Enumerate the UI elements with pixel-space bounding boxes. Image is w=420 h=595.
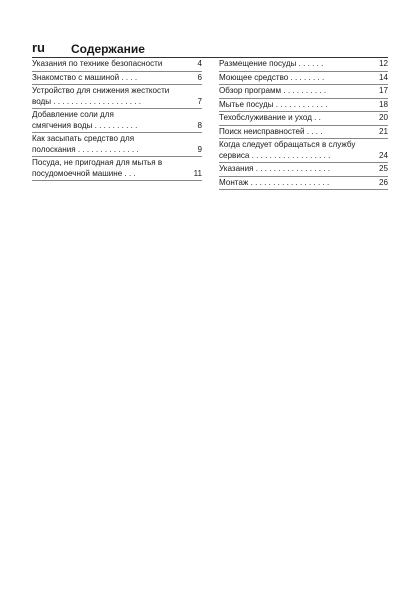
toc-entry-text: Моющее средство . . . . . . . . — [219, 72, 325, 82]
toc-page-number: 24 — [378, 150, 388, 160]
toc-entry[interactable] — [219, 112, 388, 126]
toc-entry-text: Размещение посуды . . . . . . — [219, 59, 324, 68]
toc-page-number: 21 — [378, 126, 388, 136]
toc-page-number: 8 — [197, 120, 202, 130]
toc-page-number: 17 — [378, 86, 388, 95]
toc-entry[interactable] — [219, 99, 388, 113]
toc-entry[interactable] — [32, 58, 202, 72]
toc-entry-text: Указания . . . . . . . . . . . . . . . . . — [219, 164, 330, 173]
toc-entry[interactable] — [219, 58, 388, 72]
toc-right-column — [219, 58, 388, 190]
toc-entry[interactable] — [32, 109, 202, 133]
toc-entry[interactable] — [32, 157, 202, 181]
toc-entry-text: Указания по технике безопасности — [32, 59, 163, 68]
toc-entry[interactable] — [219, 72, 388, 86]
toc-entry[interactable] — [219, 139, 388, 163]
toc-entry[interactable] — [32, 85, 202, 109]
toc-entry[interactable] — [219, 126, 388, 140]
toc-entry-text: Техобслуживание и уход . . — [219, 113, 321, 122]
toc-entry-text: полоскания . . . . . . . . . . . . . . — [32, 144, 139, 154]
toc-page-number: 14 — [378, 72, 388, 82]
toc-entry[interactable] — [219, 85, 388, 99]
toc-page-number: 20 — [378, 113, 388, 122]
toc-page-number: 7 — [197, 96, 202, 106]
toc-entry-text: воды . . . . . . . . . . . . . . . . . . . . — [32, 96, 142, 106]
toc-entry-text: Устройство для снижения жесткости — [32, 86, 170, 95]
toc-entry-text: Знакомство с машиной . . . . — [32, 72, 138, 82]
toc-entry[interactable] — [32, 72, 202, 86]
page-title: Содержание — [71, 42, 145, 56]
toc-page-number: 12 — [378, 59, 388, 68]
toc-header — [32, 40, 392, 58]
language-code: ru — [32, 40, 45, 55]
toc-entry-text: сервиса . . . . . . . . . . . . . . . . . . — [219, 150, 331, 160]
toc-entry[interactable] — [32, 133, 202, 157]
toc-entry-text: Добавление соли для — [32, 110, 114, 119]
toc-entry-text: Посуда, не пригодная для мытья в — [32, 158, 163, 167]
toc-page-number: 11 — [193, 168, 202, 178]
toc-left-column — [32, 58, 202, 181]
toc-entry[interactable] — [219, 163, 388, 177]
toc-page-number: 25 — [378, 164, 388, 173]
toc-entry-text: Монтаж . . . . . . . . . . . . . . . . . . — [219, 177, 330, 187]
toc-entry-text: Обзор программ . . . . . . . . . . — [219, 86, 327, 95]
toc-page-number: 6 — [197, 72, 202, 82]
toc-page-number: 9 — [197, 144, 202, 154]
toc-entry-text: смягчения воды . . . . . . . . . . — [32, 120, 138, 130]
toc-entry[interactable] — [219, 177, 388, 191]
toc-page-number: 4 — [197, 59, 202, 68]
toc-page-number: 18 — [378, 99, 388, 109]
toc-entry-text: Когда следует обращаться в службу — [219, 140, 356, 149]
toc-entry-text: посудомоечной машине . . . — [32, 168, 136, 178]
toc-entry-text: Как засыпать средство для — [32, 134, 135, 143]
toc-entry-text: Поиск неисправностей . . . . — [219, 126, 323, 136]
toc-entry-text: Мытье посуды . . . . . . . . . . . . — [219, 99, 328, 109]
toc-page-number: 26 — [378, 177, 388, 187]
